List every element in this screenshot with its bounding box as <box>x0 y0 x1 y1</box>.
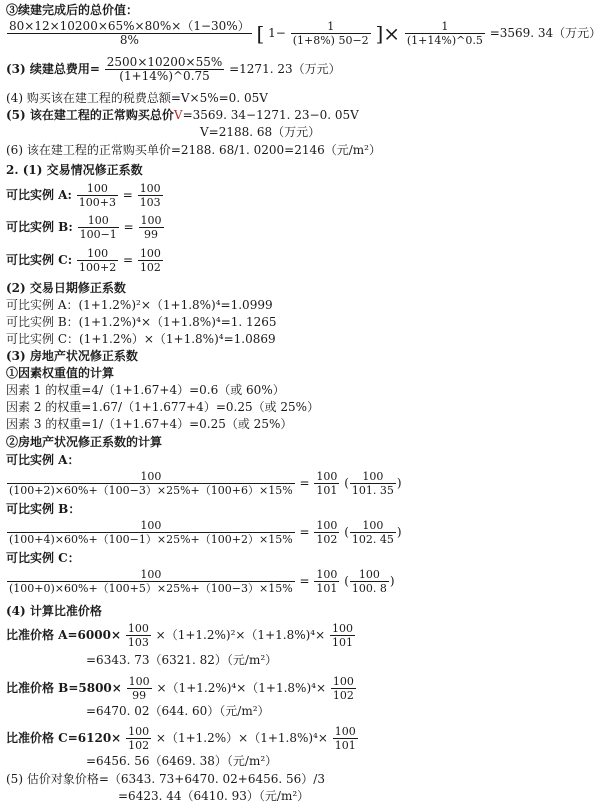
purchase-total-result: V=2188. 68（万元） <box>200 125 321 139</box>
comparable-c-property-equation: $\frac{100}{(100+0)\times 60\%+(100+5)\times 25\%+(100-3)\times 15\%}$ = $\frac{100}{101}$ ( $\frac{100}{100. 8}$ ) <box>9 568 395 595</box>
factor-2-weight: 因素 2 的权重=1.67/（1+1.677+4）=0.25（或 25%） <box>6 400 320 414</box>
unit-price-line: (6) 该在建工程的正常购买单价=2188. 68/1. 0200=2146（元/m²） <box>6 143 381 157</box>
step-3-heading: ③续建完成后的总价值： <box>6 3 139 17</box>
comparable-b-transaction: 可比实例 B: $\frac{100}{100-1}$ = $\frac{100}{99}$ <box>6 214 162 241</box>
comparable-a-transaction: 可比实例 A: $\frac{100}{100+3}$ = $\frac{100}{103}$ <box>6 182 161 209</box>
date-correction-b: 可比实例 B：(1+1.2%)⁴×（1+1.8%)⁴=1. 1265 <box>6 315 277 329</box>
tax-total-line: (4) 购买该在建工程的税费总额=V×5%=0. 05V <box>6 91 268 105</box>
date-correction-a: 可比实例 A：(1+1.2%)²×（1+1.8%)⁴=1.0999 <box>6 298 273 312</box>
comparison-price-b-result: =6470. 02（644. 60）（元/m²） <box>86 704 270 718</box>
discount-fraction-1: $\frac{1}{(1+8\%) 50-2}$ <box>292 20 369 47</box>
total-value-fraction: $\frac{80\times 12\times 10200\times 65\%\times 80\%\times(1-30\%)}{8\%}$ <box>9 19 250 47</box>
property-correction-heading: (3) 房地产状况修正系数 <box>6 349 138 363</box>
comparison-price-a: 比准价格 A=6000× $\frac{100}{103}$ ×（1+1.2%)²×（1+1.8%)⁴× $\frac{100}{101}$ <box>6 622 353 649</box>
factor-1-weight: 因素 1 的权重=4/（1+1.67+4）=0.6（或 60%） <box>6 383 285 397</box>
comparable-c-label: 可比实例 C： <box>6 551 80 565</box>
property-coefficient-heading: ②房地产状况修正系数的计算 <box>6 435 163 449</box>
comparable-b-label: 可比实例 B： <box>6 502 81 516</box>
transaction-correction-heading: 2. (1) 交易情况修正系数 <box>6 163 143 177</box>
valuation-price-line: (5) 估价对象价格=（6343. 73+6470. 02+6456. 56）/3 <box>6 772 325 786</box>
discount-fraction-2: $\frac{1}{(1+14\%)\^{}0.5}$ <box>406 20 483 47</box>
comparison-price-heading: (4) 计算比准价格 <box>6 604 102 618</box>
comparison-price-c: 比准价格 C=6120× $\frac{100}{102}$ ×（1+1.2%）×（1+1.8%)⁴× $\frac{100}{101}$ <box>6 725 356 752</box>
factor-3-weight: 因素 3 的权重=1/（1+1.67+4）=0.25（或 25%） <box>6 417 293 431</box>
continued-construction-cost: (3) 续建总费用= $\frac{2500\times 10200\times 55\%}{(1+14\%)\^{}0.75}$ =1271. 23（万元） <box>6 55 341 83</box>
comparable-c-transaction: 可比实例 C: $\frac{100}{100+2}$ = $\frac{100}{102}$ <box>6 247 161 274</box>
comparison-price-b: 比准价格 B=5800× $\frac{100}{99}$ ×（1+1.2%)⁴×（1+1.8%)⁴× $\frac{100}{102}$ <box>6 675 354 702</box>
factor-weight-heading: ①因素权重值的计算 <box>6 366 115 380</box>
normal-purchase-total-line: (5) 该在建工程的正常购买总价V=3569. 34−1271. 23−0. 05V <box>6 108 359 122</box>
date-correction-c: 可比实例 C：(1+1.2%）×（1+1.8%)⁴=1.0869 <box>6 332 276 346</box>
comparable-b-property-equation: $\frac{100}{(100+4)\times 60\%+(100-1)\times 25\%+(100+2)\times 15\%}$ = $\frac{100}{102}$ ( $\frac{100}{102. 45}$ ) <box>9 519 402 546</box>
comparison-price-a-result: =6343. 73（6321. 82）（元/m²） <box>86 653 278 667</box>
comparable-a-label: 可比实例 A： <box>6 453 80 467</box>
comparable-a-property-equation: $\frac{100}{(100+2)\times 60\%+(100-3)\times 25\%+(100+6)\times 15\%}$ = $\frac{100}{101}$ ( $\frac{100}{101. 35}$ ) <box>9 470 402 497</box>
valuation-price-result: =6423. 44（6410. 93）（元/m²） <box>118 789 310 803</box>
total-value-equation: $\frac{80\times 12\times 10200\times 65\%\times 80\%\times(1-30\%)}{8\%}$ [ 1− $\frac{1}{(1+8\%) 50-2}$ ]× $\frac{1}{(1+14\%)\^{}0.5}$ =3569. 34（万元） <box>9 19 601 47</box>
comparison-price-c-result: =6456. 56（6469. 38）（元/m²） <box>86 754 278 768</box>
date-correction-heading: (2) 交易日期修正系数 <box>6 281 126 295</box>
